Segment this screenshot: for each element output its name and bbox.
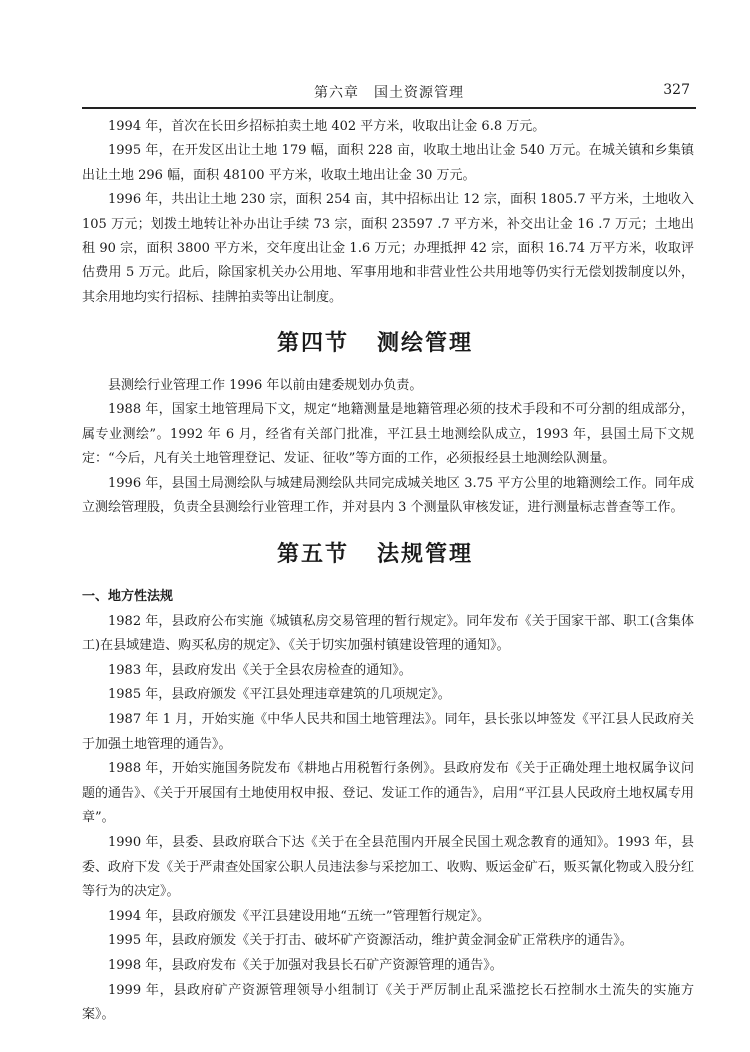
section-title: 法规管理 xyxy=(377,542,474,567)
section-heading-surveying xyxy=(0,326,750,357)
paragraph: 1990 年，县委、县政府联合下达《关于在全县范围内开展全民国土观念教育的通知》。1993 年，县委、政府下发《关于严肃查处国家公职人员违法参与采挖加工、收购、贩运金矿石，贩买氰化物或入股分红等行为的决定》。 xyxy=(82,834,694,900)
paragraph: 1988 年，国家土地管理局下文，规定“地籍测量是地籍管理必须的技术手段和不可分割的组成部分，属专业测绘”。1992 年 6 月，经省有关部门批准，平江县土地测绘队成立，1993 年，县国土局下文规定：“今后，凡有关土地管理登记、发证、征收”等方面的工作，必须报经县土地测绘队测量。 xyxy=(82,402,694,467)
paragraph: 1994 年，首次在长田乡招标拍卖土地 402 平方米，收取出让金 6.8 万元。 xyxy=(108,119,546,134)
section-title: 测绘管理 xyxy=(377,331,474,356)
paragraph: 1994 年，县政府颁发《平江县建设用地“五统一”管理暂行规定》。 xyxy=(108,908,491,924)
header-rule xyxy=(82,107,696,109)
paragraph: 1995 年，县政府颁发《关于打击、破坏矿产资源活动，维护黄金洞金矿正常秩序的通告》。 xyxy=(108,933,633,949)
paragraph: 1982 年，县政府公布实施《城镇私房交易管理的暂行规定》。同年发布《关于国家干部、职工(含集体工)在县域建造、购买私房的规定》、《关于切实加强村镇建设管理的通知》。 xyxy=(82,613,694,654)
land-transfer-text xyxy=(82,115,694,310)
running-header xyxy=(82,80,696,106)
subheading: 一、地方性法规 xyxy=(82,589,174,604)
paragraph: 1998 年，县政府发布《关于加强对我县长石矿产资源管理的通告》。 xyxy=(108,957,503,973)
paragraph: 1985 年，县政府颁发《平江县处理违章建筑的几项规定》。 xyxy=(108,687,451,703)
section-number: 第四节 xyxy=(276,331,349,356)
section-heading-regulations xyxy=(0,537,750,568)
surveying-text xyxy=(82,374,694,520)
paragraph: 1996 年，共出让土地 230 宗，面积 254 亩，其中招标出让 12 宗，面积 1805.7 平方米，土地收入 105 万元；划拨土地转让补办出让手续 73 宗，面积 23597 .7 平方米，补交出让金 16 .7 万元；土地出租 90 宗，面积 3800 平方米，交年度出让金 1.6 万元；办理抵押 42 宗，面积 16.74 万平方米，收取评估费用 5 万元。此后，除国家机关办公用地、军事用地和非营业性公共用地等仍实行无偿划拨制度以外，其余用地均实行招标、挂牌拍卖等出让制度。 xyxy=(82,192,694,305)
section-number: 第五节 xyxy=(276,542,349,567)
chapter-title: 第六章 国土资源管理 xyxy=(314,85,464,101)
paragraph: 1987 年 1 月，开始实施《中华人民共和国土地管理法》。同年，县长张以坤签发《平江县人民政府关于加强土地管理的通告》。 xyxy=(82,711,694,752)
paragraph: 1996 年，县国土局测绘队与城建局测绘队共同完成城关地区 3.75 平方公里的地籍测绘工作。同年成立测绘管理股，负责全县测绘行业管理工作，并对县内 3 个测量队审核发证，进行测量标志普查等工作。 xyxy=(82,475,694,516)
paragraph: 1995 年，在开发区出让土地 179 幅，面积 228 亩，收取土地出让金 540 万元。在城关镇和乡集镇出让土地 296 幅，面积 48100 平方米，收取土地出让金 30 万元。 xyxy=(82,143,694,183)
paragraph: 1988 年，开始实施国务院发布《耕地占用税暂行条例》。县政府发布《关于正确处理土地权属争议问题的通告》、《关于开展国有土地使用权申报、登记、发证工作的通告》，启用“平江县人民政府土地权属专用章”。 xyxy=(82,761,694,826)
paragraph: 县测绘行业管理工作 1996 年以前由建委规划办负责。 xyxy=(108,378,423,393)
paragraph: 1983 年，县政府发出《关于全县农房检查的通知》。 xyxy=(108,662,412,678)
page-number: 327 xyxy=(663,82,690,98)
paragraph: 1999 年，县政府矿产资源管理领导小组制订《关于严厉制止乱采滥挖长石控制水土流失的实施方案》。 xyxy=(82,982,694,1023)
regulations-text xyxy=(82,585,694,1028)
